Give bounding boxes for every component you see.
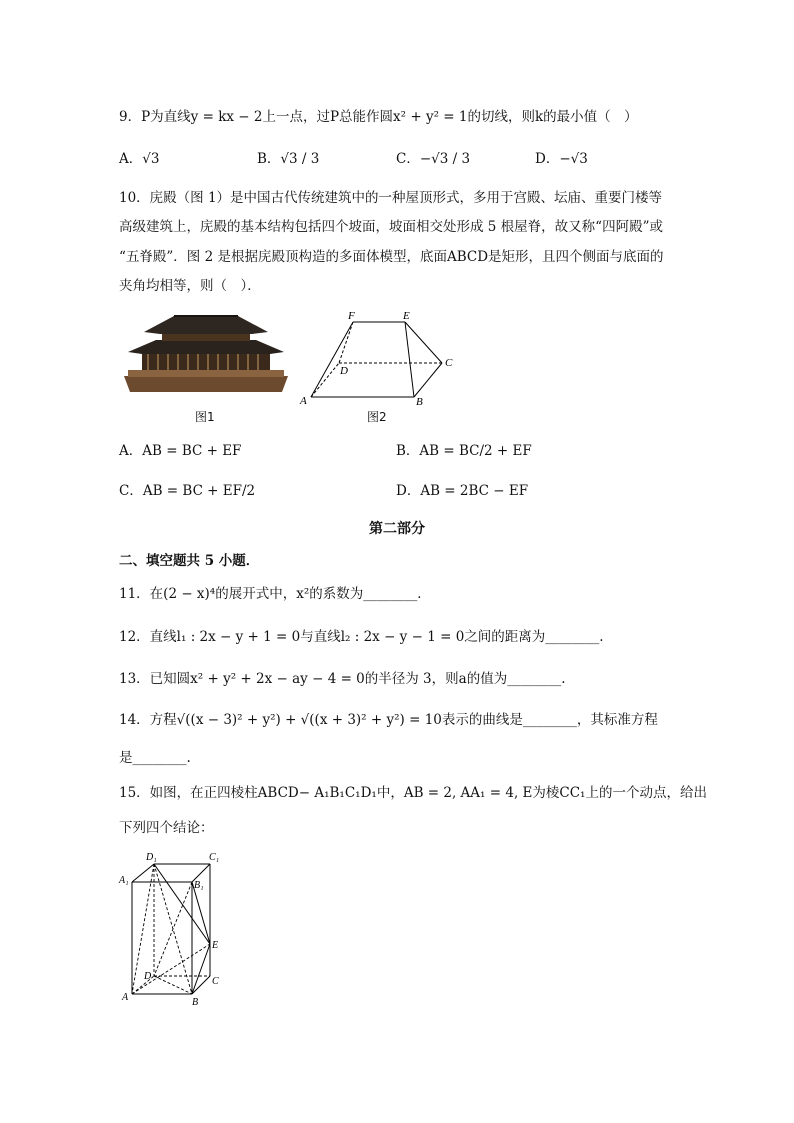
question-10-line-2: 高级建筑上，庑殿的基本结构包括四个坡面，坡面相交处形成 5 根屋脊，故又称“四阿殿”或 xyxy=(119,219,663,235)
question-14-line-2: 是________. xyxy=(119,750,191,766)
question-15-line-1: 15．如图，在正四棱柱ABCD− A₁B₁C₁D₁中，AB = 2, AA₁ = 4, E为棱CC₁上的一个动点，给出 xyxy=(119,785,707,801)
prism-label-b1: B₁ xyxy=(194,880,204,891)
q10-option-c: C．AB = BC + EF/2 xyxy=(119,483,256,499)
q9-option-a: A．√3 xyxy=(119,151,160,167)
figure-1-caption: 图1 xyxy=(195,410,215,424)
fig2-label-b: B xyxy=(416,396,423,408)
prism-label-d1: D₁ xyxy=(146,852,157,863)
prism-label-d: D xyxy=(144,971,152,982)
fig2-label-e: E xyxy=(403,310,410,322)
question-14-line-1: 14．方程√((x − 3)² + y²) + √((x + 3)² + y²) = 10表示的曲线是________，其标准方程 xyxy=(119,712,658,728)
prism-diagram xyxy=(116,848,226,1008)
prism-label-c1: C₁ xyxy=(209,852,220,863)
q9-option-d: D．−√3 xyxy=(535,151,588,167)
q10-option-a: A．AB = BC + EF xyxy=(119,443,242,459)
figure-2-caption: 图2 xyxy=(367,410,387,424)
fig2-label-d: D xyxy=(340,365,348,377)
figure-1-building-image xyxy=(122,312,290,394)
fig2-label-f: F xyxy=(348,310,355,322)
section-fill-in-blank-heading: 二、填空题共 5 小题． xyxy=(119,553,260,569)
figure-2-polyhedron-diagram xyxy=(296,306,466,410)
part-two-title: 第二部分 xyxy=(369,521,425,537)
fig2-label-c: C xyxy=(445,357,453,369)
question-10-line-3: “五脊殿”．图 2 是根据庑殿顶构造的多面体模型，底面ABCD是矩形，且四个侧面与底面的 xyxy=(119,249,664,265)
question-15-line-2: 下列四个结论： xyxy=(119,820,214,836)
q10-option-b: B．AB = BC/2 + EF xyxy=(396,443,532,459)
q10-option-d: D．AB = 2BC − EF xyxy=(396,483,529,499)
prism-label-a: A xyxy=(122,992,129,1003)
question-9-text: 9．P为直线y = kx − 2上一点，过P总能作圆x² + y² = 1的切线，则k的最小值（ ） xyxy=(119,109,638,125)
q9-option-c: C．−√3 / 3 xyxy=(396,151,471,167)
prism-label-b: B xyxy=(192,997,199,1008)
question-10-line-1: 10．庑殿（图 1）是中国古代传统建筑中的一种屋顶形式，多用于宫殿、坛庙、重要门楼等 xyxy=(119,190,663,206)
q9-option-b: B．√3 / 3 xyxy=(257,151,320,167)
prism-label-c: C xyxy=(212,976,219,987)
question-13-text: 13．已知圆x² + y² + 2x − ay − 4 = 0的半径为 3，则a的值为________. xyxy=(119,671,566,687)
fig2-label-a: A xyxy=(300,395,307,407)
prism-label-e: E xyxy=(212,940,219,951)
prism-label-a1: A₁ xyxy=(119,875,129,886)
question-10-line-4: 夹角均相等，则（ ）． xyxy=(119,278,261,294)
question-11-text: 11．在(2 − x)⁴的展开式中，x²的系数为________． xyxy=(119,586,431,602)
question-12-text: 12．直线l₁ : 2x − y + 1 = 0与直线l₂ : 2x − y − 1 = 0之间的距离为________. xyxy=(119,629,604,645)
